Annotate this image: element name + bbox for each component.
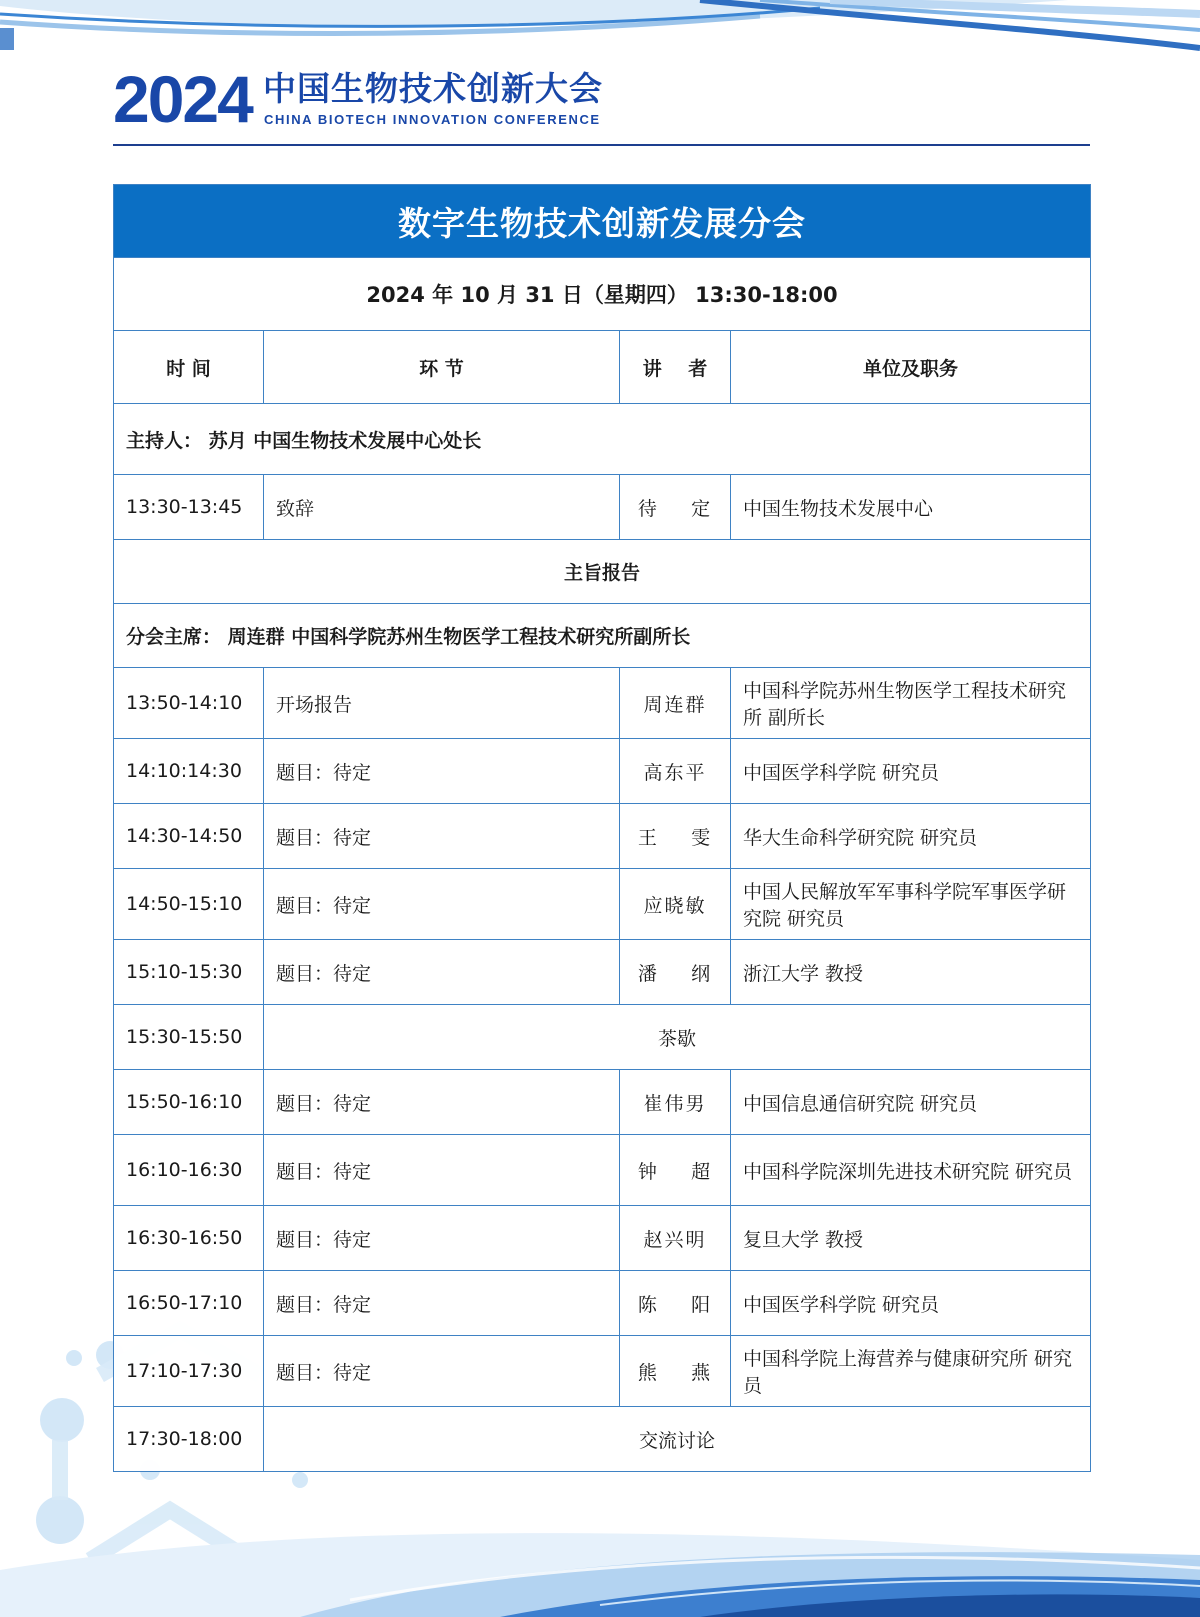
row-item: 题目：待定 (264, 1070, 620, 1135)
row-time: 17:10-17:30 (114, 1336, 264, 1407)
discussion-label: 交流讨论 (264, 1407, 1091, 1472)
row-time: 15:50-16:10 (114, 1070, 264, 1135)
table-row (114, 739, 1091, 804)
row-affiliation: 中国科学院苏州生物医学工程技术研究所 副所长 (731, 668, 1091, 739)
row-speaker: 应晓敏 (620, 869, 731, 940)
row-time: 13:30-13:45 (114, 475, 264, 540)
row-affiliation: 中国科学院深圳先进技术研究院 研究员 (731, 1135, 1091, 1206)
tea-break-label: 茶歇 (264, 1005, 1091, 1070)
table-row (114, 1135, 1091, 1206)
row-item: 题目：待定 (264, 804, 620, 869)
row-time: 17:30-18:00 (114, 1407, 264, 1472)
row-time: 14:30-14:50 (114, 804, 264, 869)
table-row (114, 475, 1091, 540)
agenda-table (113, 184, 1091, 1472)
host-line: 主持人： 苏月 中国生物技术发展中心处长 (114, 404, 1091, 475)
table-row (114, 804, 1091, 869)
tea-break-row (114, 1005, 1091, 1070)
row-item: 题目：待定 (264, 1271, 620, 1336)
row-speaker: 钟 超 (620, 1135, 731, 1206)
row-time: 16:30-16:50 (114, 1206, 264, 1271)
row-affiliation: 浙江大学 教授 (731, 940, 1091, 1005)
table-row (114, 869, 1091, 940)
row-affiliation: 复旦大学 教授 (731, 1206, 1091, 1271)
row-affiliation: 中国医学科学院 研究员 (731, 739, 1091, 804)
row-item: 开场报告 (264, 668, 620, 739)
row-affiliation: 中国科学院上海营养与健康研究所 研究员 (731, 1336, 1091, 1407)
row-affiliation: 中国信息通信研究院 研究员 (731, 1070, 1091, 1135)
row-item: 题目：待定 (264, 1336, 620, 1407)
column-header-speaker: 讲 者 (620, 331, 731, 404)
row-item: 题目：待定 (264, 869, 620, 940)
column-header-item: 环 节 (264, 331, 620, 404)
row-affiliation: 中国人民解放军军事科学院军事医学研究院 研究员 (731, 869, 1091, 940)
row-speaker: 熊 燕 (620, 1336, 731, 1407)
row-time: 16:10-16:30 (114, 1135, 264, 1206)
row-time: 14:10:14:30 (114, 739, 264, 804)
row-time: 15:10-15:30 (114, 940, 264, 1005)
header-divider (113, 144, 1090, 146)
table-row (114, 940, 1091, 1005)
row-speaker: 陈 阳 (620, 1271, 731, 1336)
conference-year: 2024 (113, 62, 252, 136)
row-item: 题目：待定 (264, 739, 620, 804)
table-row (114, 1206, 1091, 1271)
row-affiliation: 中国医学科学院 研究员 (731, 1271, 1091, 1336)
column-header-row (114, 331, 1091, 404)
row-item: 致辞 (264, 475, 620, 540)
row-time: 14:50-15:10 (114, 869, 264, 940)
table-row (114, 1070, 1091, 1135)
row-item: 题目：待定 (264, 1135, 620, 1206)
table-row (114, 1336, 1091, 1407)
conference-header (113, 64, 1093, 144)
row-speaker: 周连群 (620, 668, 731, 739)
conference-name-en: CHINA BIOTECH INNOVATION CONFERENCE (264, 112, 601, 127)
row-speaker: 潘 纲 (620, 940, 731, 1005)
table-row (114, 668, 1091, 739)
session-title: 数字生物技术创新发展分会 (114, 185, 1091, 258)
row-speaker: 崔伟男 (620, 1070, 731, 1135)
keynote-label: 主旨报告 (114, 540, 1091, 604)
table-row (114, 1271, 1091, 1336)
row-item: 题目：待定 (264, 1206, 620, 1271)
row-affiliation: 华大生命科学研究院 研究员 (731, 804, 1091, 869)
row-speaker: 高东平 (620, 739, 731, 804)
session-date: 2024 年 10 月 31 日（星期四） 13:30-18:00 (114, 258, 1091, 331)
discussion-row (114, 1407, 1091, 1472)
row-speaker: 待 定 (620, 475, 731, 540)
row-item: 题目：待定 (264, 940, 620, 1005)
column-header-time: 时 间 (114, 331, 264, 404)
row-time: 16:50-17:10 (114, 1271, 264, 1336)
chair-line: 分会主席： 周连群 中国科学院苏州生物医学工程技术研究所副所长 (114, 604, 1091, 668)
row-time: 13:50-14:10 (114, 668, 264, 739)
row-speaker: 王 雯 (620, 804, 731, 869)
row-speaker: 赵兴明 (620, 1206, 731, 1271)
column-header-affiliation: 单位及职务 (731, 331, 1091, 404)
row-affiliation: 中国生物技术发展中心 (731, 475, 1091, 540)
conference-name-cn: 中国生物技术创新大会 (263, 69, 603, 108)
row-time: 15:30-15:50 (114, 1005, 264, 1070)
